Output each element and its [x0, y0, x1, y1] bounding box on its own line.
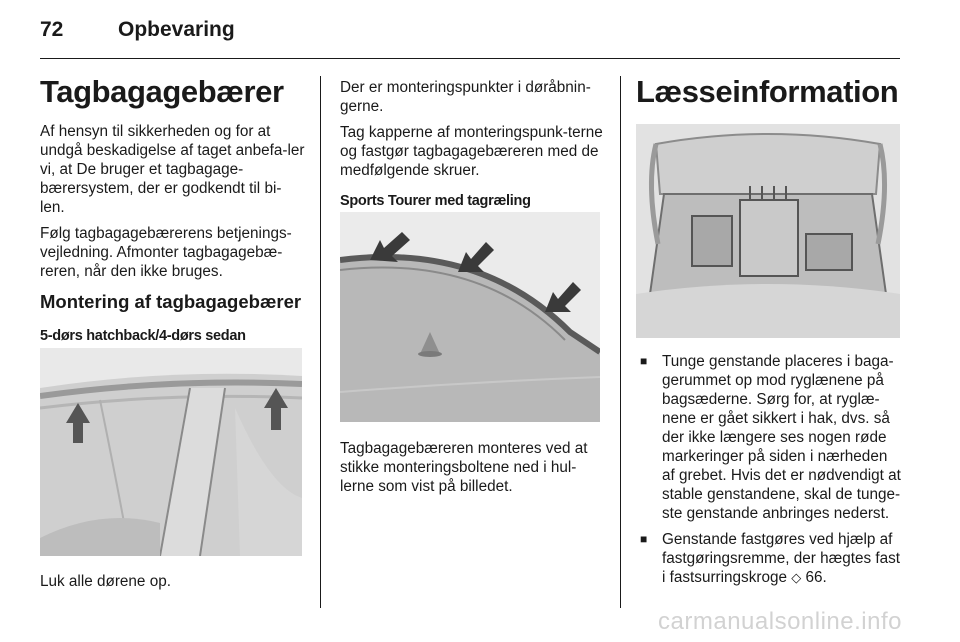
- list-item: [636, 352, 904, 523]
- column-divider-2: [620, 76, 621, 608]
- paragraph: Der er monteringspunkter i døråbnin-gerne.: [340, 79, 591, 115]
- paragraph: Tag kapperne af monteringspunk-terne og fastgør tagbagagebæreren med de medfølgende skruer.: [340, 124, 603, 179]
- bullet-text-main: Genstande fastgøres ved hjælp af fastgøringsremme, der hægtes fast i fastsurringskroge: [662, 531, 901, 586]
- section-title: Tagbagagebærer: [40, 74, 284, 109]
- right-column-list: [636, 352, 904, 594]
- paragraph: Følg tagbagagebærerens betjenings-vejledning. Afmonter tagbagagebæ-reren, når den ikke bruges.: [40, 225, 292, 280]
- sports-tourer-roof-illustration: [340, 212, 600, 422]
- section-title: Læsseinformation: [636, 74, 899, 109]
- subheading: 5-dørs hatchback/4-dørs sedan: [40, 328, 246, 344]
- page-reference[interactable]: 66.: [805, 569, 827, 586]
- list-item: [636, 530, 904, 587]
- left-column-footer: [40, 572, 306, 598]
- right-column-header: [636, 74, 904, 110]
- header-rule: [40, 58, 900, 59]
- figure-hatchback-roof: [40, 348, 302, 556]
- page-number: 72: [40, 18, 64, 41]
- middle-column: [340, 78, 608, 218]
- page-reference-icon: ◇: [791, 570, 802, 585]
- bullet-text: [662, 530, 904, 587]
- figure-cargo-area: [636, 124, 900, 338]
- bullet-icon: ■: [640, 532, 648, 546]
- bullet-icon: ■: [640, 354, 648, 368]
- section-heading: Montering af tagbagagebærer: [40, 291, 302, 312]
- paragraph: Tagbagagebæreren monteres ved at stikke monteringsboltene ned i hul-lerne som vist på billedet.: [340, 440, 588, 495]
- column-divider-1: [320, 76, 321, 608]
- paragraph: Luk alle dørene op.: [40, 573, 171, 590]
- hatchback-roof-illustration: [40, 348, 302, 556]
- paragraph: Af hensyn til sikkerheden og for at undgå beskadigelse af taget anbefa-ler vi, at De bruger et tagbagage-bærersystem, der er godkendt til bi-len.: [40, 123, 305, 216]
- bullet-text: Tunge genstande placeres i baga-gerummet op mod ryglænene på bagsæderne. Sørg for, at ryglæ-nene er gået sikkert i hak, dvs. så der ikke længere ses nogen røde markeringer på siden i nærheden af grebet. Hvis det er nødvendigt at stable genstandene, skal de tunge-ste genstande anbringes nederst.: [662, 353, 901, 522]
- left-column: [40, 74, 306, 353]
- chapter-title: Opbevaring: [118, 18, 235, 41]
- cargo-area-illustration: [636, 124, 900, 338]
- subheading: Sports Tourer med tagræling: [340, 193, 531, 209]
- figure-sports-tourer-roof: [340, 212, 600, 422]
- watermark: carmanualsonline.info: [658, 608, 902, 635]
- middle-column-footer: [340, 439, 608, 503]
